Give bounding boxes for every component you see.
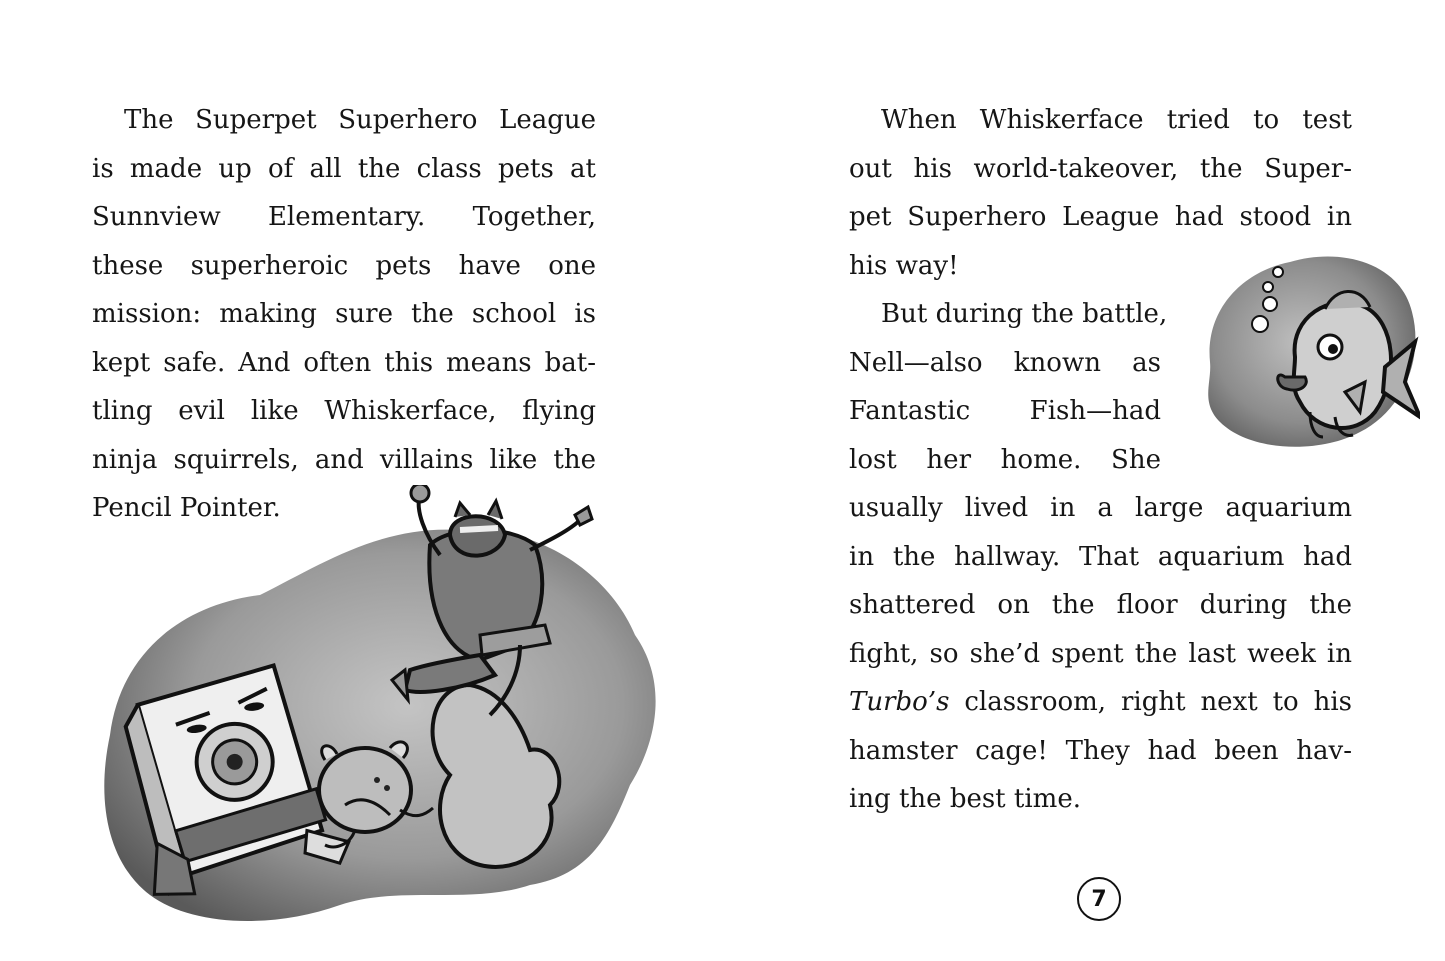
text-line: these superheroic pets have one bbox=[92, 250, 596, 281]
text-line: Nell—also known as bbox=[849, 347, 1161, 378]
bubble bbox=[1273, 267, 1283, 277]
bubble bbox=[1263, 282, 1273, 292]
right-paragraph-2-wrapped bbox=[849, 290, 1168, 484]
text-line: out his world-takeover, the Super- bbox=[849, 153, 1352, 184]
italic-word: Turbo’s bbox=[849, 687, 950, 717]
text-line bbox=[849, 678, 1352, 727]
fish-illustration bbox=[1190, 242, 1420, 462]
text-line: kept safe. And often this means bat- bbox=[92, 347, 596, 378]
text-line: Sunnview Elementary. Together, bbox=[92, 202, 596, 232]
text-line: hamster cage! They had been hav- bbox=[849, 735, 1352, 766]
text-line: usually lived in a large aquarium bbox=[849, 493, 1352, 523]
text-fragment: classroom, right next to his bbox=[964, 687, 1352, 717]
text-line: fight, so she’d spent the last week in bbox=[849, 638, 1352, 669]
right-paragraph-2-continued bbox=[849, 484, 1352, 824]
right-page bbox=[722, 0, 1445, 961]
page-number: 7 bbox=[1077, 877, 1121, 921]
text-line: Fantastic Fish—had bbox=[849, 396, 1161, 426]
text-line: ninja squirrels, and villains like the bbox=[92, 444, 596, 475]
left-paragraph bbox=[92, 96, 596, 533]
text-line: pet Superhero League had stood in bbox=[849, 202, 1352, 232]
pencil-sharpener-hamster-ninja-squirrel-illustration bbox=[90, 485, 670, 935]
text-line: shattered on the floor during the bbox=[849, 590, 1352, 620]
text-line: mission: making sure the school is bbox=[92, 299, 596, 329]
text-line: When Whiskerface tried to test bbox=[881, 105, 1352, 135]
text-line: The Superpet Superhero League bbox=[124, 105, 596, 135]
text-line: tling evil like Whiskerface, flying bbox=[92, 396, 596, 426]
text-line: ing the best time. bbox=[849, 784, 1081, 814]
text-line: lost her home. She bbox=[849, 444, 1161, 475]
text-line: Pencil Pointer. bbox=[92, 493, 281, 523]
text-line: But during the battle, bbox=[881, 299, 1168, 329]
bubble bbox=[1252, 316, 1268, 332]
text-line: his way! bbox=[849, 250, 959, 281]
text-line: in the hallway. That aquarium had bbox=[849, 541, 1352, 572]
text-line: is made up of all the class pets at bbox=[92, 153, 596, 184]
bubble bbox=[1263, 297, 1277, 311]
